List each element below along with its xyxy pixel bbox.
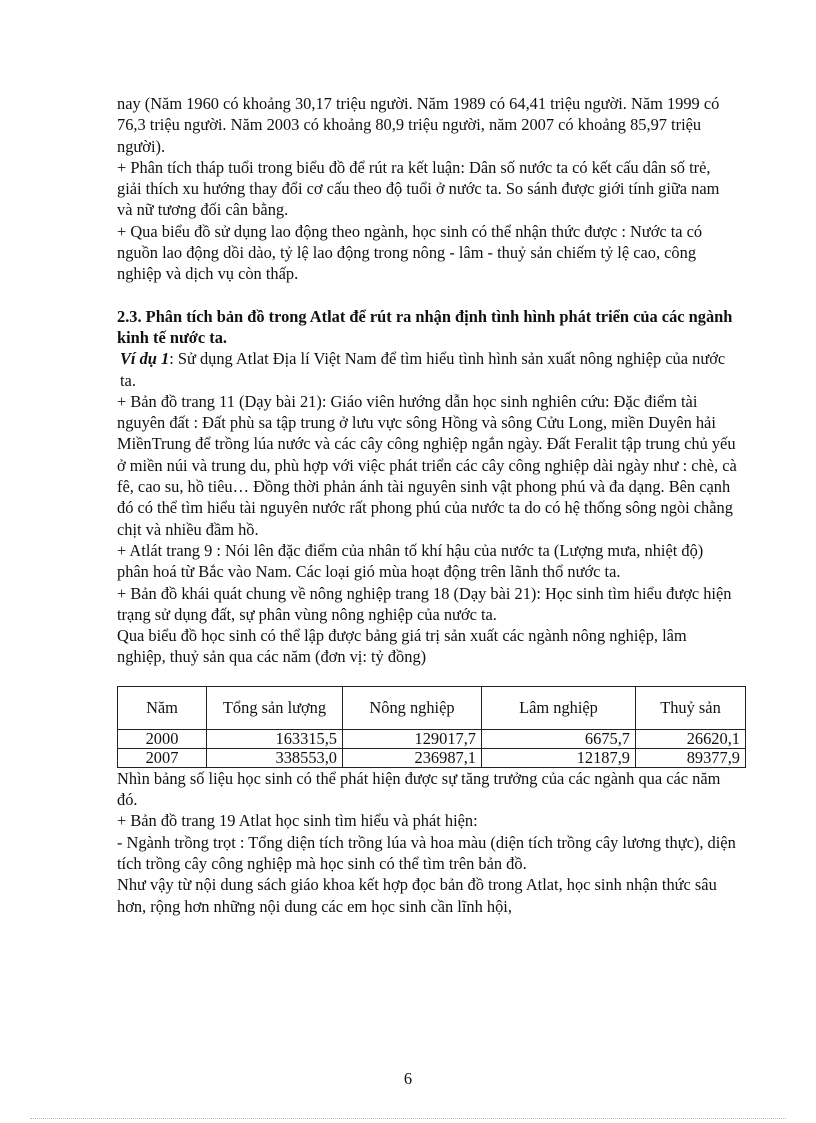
paragraph-population: nay (Năm 1960 có khoảng 30,17 triệu người. Năm 1989 có 64,41 triệu người. Năm 1999 có 76,3 triệu người. Năm 2003 có khoảng 80,9 triệu người, năm 2007 có khoảng 85,97 triệu người). — [117, 94, 720, 156]
table-row — [118, 729, 746, 748]
table-cell: 2007 — [118, 748, 207, 767]
example-paragraph — [117, 348, 737, 391]
table-header-cell: Nông nghiệp — [343, 686, 482, 729]
table-cell: 26620,1 — [636, 729, 746, 748]
table-header-cell: Năm — [118, 686, 207, 729]
table-cell: 236987,1 — [343, 748, 482, 767]
paragraph-labor: + Qua biểu đồ sử dụng lao động theo ngành, học sinh có thể nhận thức được : Nước ta có nguồn lao động dồi dào, tỷ lệ lao động trong nông - lâm - thuỷ sản chiếm tỷ lệ cao, công nghiệp và dịch vụ còn thấp. — [117, 221, 703, 284]
table-header-cell: Thuỷ sản — [636, 686, 746, 729]
example-text: : Sử dụng Atlat Địa lí Việt Nam để tìm hiểu tình hình sản xuất nông nghiệp của nước ta. — [120, 349, 726, 390]
paragraph-map-page-19: + Bản đồ trang 19 Atlat học sinh tìm hiểu và phát hiện: — [117, 811, 478, 831]
table-cell: 338553,0 — [207, 748, 343, 767]
production-value-table — [117, 686, 746, 768]
table-cell: 89377,9 — [636, 748, 746, 767]
paragraph-map-page-18: + Bản đồ khái quát chung về nông nghiệp trang 18 (Dạy bài 21): Học sinh tìm hiểu được hiện trạng sử dụng đất, sự phân vùng nông nghiệp của nước ta. — [117, 583, 732, 624]
table-header-cell: Tổng sản lượng — [207, 686, 343, 729]
paragraph-age-pyramid: + Phân tích tháp tuổi trong biểu đồ để rút ra kết luận: Dân số nước ta có kết cấu dân số trẻ, giải thích xu hướng thay đổi cơ cấu theo độ tuổi ở nước ta. So sánh được giới tính giữa nam và nữ tương đối cân bằng. — [117, 157, 720, 220]
page-body — [117, 93, 740, 917]
section-heading: 2.3. Phân tích bản đồ trong Atlat để rút ra nhận định tình hình phát triển của các ngành kinh tế nước ta. — [117, 306, 733, 347]
paragraph-cultivation: - Ngành trồng trọt : Tổng diện tích trồng lúa và hoa màu (diện tích trồng cây lương thực), diện tích trồng cây công nghiệp mà học sinh có thể tìm trên bản đồ. — [117, 832, 736, 873]
table-header-row — [118, 686, 746, 729]
table-cell: 2000 — [118, 729, 207, 748]
page-number: 6 — [403, 1069, 413, 1088]
table-cell: 163315,5 — [207, 729, 343, 748]
table-row — [118, 748, 746, 767]
table-cell: 12187,9 — [482, 748, 636, 767]
paragraph-table-observation: Nhìn bảng số liệu học sinh có thể phát hiện được sự tăng trưởng của các ngành qua các năm đó. — [117, 768, 721, 810]
table-cell: 6675,7 — [482, 729, 636, 748]
paragraph-conclusion: Như vậy từ nội dung sách giáo khoa kết hợp đọc bản đồ trong Atlat, học sinh nhận thức sâu hơn, rộng hơn những nội dung các em học sinh cần lĩnh hội, — [117, 875, 717, 916]
spacer — [117, 668, 737, 686]
paragraph-atlat-page-9: + Atlát trang 9 : Nói lên đặc điểm của nhân tố khí hậu của nước ta (Lượng mưa, nhiệt độ) phân hoá từ Bắc vào Nam. Các loại gió mùa hoạt động trên lãnh thổ nước ta. — [117, 540, 704, 582]
table-header-cell: Lâm nghiệp — [482, 686, 636, 729]
example-label: Ví dụ 1 — [120, 349, 170, 369]
page-bottom-divider — [30, 1118, 786, 1119]
table-cell: 129017,7 — [343, 729, 482, 748]
paragraph-table-intro: Qua biểu đồ học sinh có thể lập được bảng giá trị sản xuất các ngành nông nghiệp, lâm nghiệp, thuỷ sản qua các năm (đơn vị: tỷ đồng) — [117, 626, 687, 667]
paragraph-map-page-11: + Bản đồ trang 11 (Dạy bài 21): Giáo viên hướng dẫn học sinh nghiên cứu: Đặc điểm tài nguyên đất : Đất phù sa tập trung ở lưu vực sông Hồng và sông Cửu Long, miền Duyên hải MiềnTrung để trồng lúa nước và các cây công nghiệp ngắn ngày. Đất Feralit tập trung chủ yếu ở miền núi và trung du, phù hợp với việc phát triển các cây công nghiệp dài ngày như : chè, cà fê, cao su, hồ tiêu… Đồng thời phản ánh tài nguyên sinh vật phong phú và đa dạng. Bên cạnh đó có thể tìm hiểu tài nguyên nước rất phong phú của nước ta do có hệ thống sông ngòi chằng chịt và nhiều đầm hồ. — [117, 391, 737, 539]
